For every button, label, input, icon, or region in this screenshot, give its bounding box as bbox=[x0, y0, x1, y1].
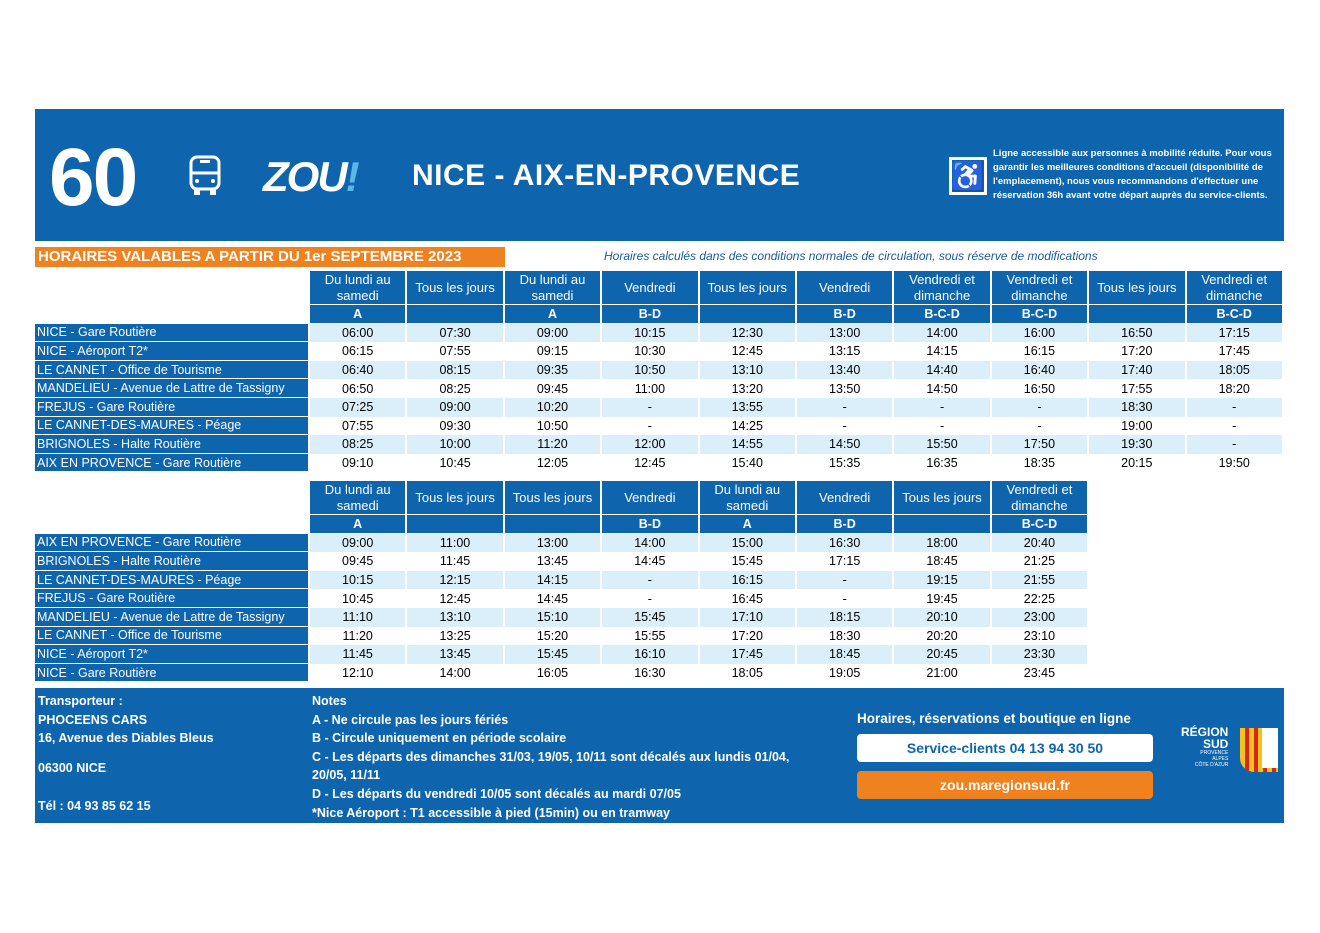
column-days: Tous les jours bbox=[407, 271, 502, 305]
note: *Nice Aéroport : T1 accessible à pied (15min) ou en tramway bbox=[312, 805, 670, 820]
column-code: A bbox=[505, 305, 600, 324]
departure-time: 16:30 bbox=[634, 666, 666, 681]
stop-name: NICE - Gare Routière bbox=[35, 664, 308, 683]
departure-time: 23:30 bbox=[992, 645, 1087, 664]
departure-time: 06:15 bbox=[342, 344, 374, 359]
carrier-info bbox=[38, 692, 214, 816]
departure-time: 19:30 bbox=[1089, 435, 1184, 454]
bus-icon bbox=[185, 153, 225, 197]
table-row bbox=[35, 664, 1087, 683]
departure-time: 13:55 bbox=[700, 398, 795, 417]
column-code: B-D bbox=[602, 305, 697, 324]
header-codes-row bbox=[35, 305, 1282, 324]
departure-time: 12:30 bbox=[700, 324, 795, 343]
departure-time: 23:10 bbox=[1023, 628, 1056, 643]
departure-time: 15:45 bbox=[731, 554, 763, 569]
departure-time: 09:30 bbox=[439, 418, 471, 433]
departure-time: 13:45 bbox=[536, 554, 569, 569]
departure-time: 14:55 bbox=[700, 435, 795, 454]
stop-name: NICE - Aéroport T2* bbox=[35, 645, 308, 664]
carrier-city: 06300 NICE bbox=[38, 760, 107, 775]
departure-time: 17:15 bbox=[1187, 324, 1282, 343]
departure-time: 14:45 bbox=[634, 554, 666, 569]
departure-time: 16:05 bbox=[536, 666, 569, 681]
departure-time: 14:00 bbox=[602, 534, 697, 553]
column-days: Vendredi et dimanche bbox=[1187, 271, 1282, 305]
departure-time: 13:20 bbox=[731, 381, 763, 396]
column-code: B-C-D bbox=[992, 515, 1087, 534]
line-number: 60 bbox=[49, 132, 137, 223]
departure-time: - bbox=[647, 418, 652, 433]
departure-time: 16:30 bbox=[797, 534, 892, 553]
column-days: Vendredi bbox=[602, 271, 697, 305]
departure-time: 08:25 bbox=[439, 381, 471, 396]
departure-time: 08:15 bbox=[407, 361, 502, 380]
table-row bbox=[35, 398, 1282, 417]
departure-time: 07:55 bbox=[342, 418, 374, 433]
departure-time: 08:25 bbox=[310, 435, 405, 454]
timetable-nice-aix bbox=[33, 271, 1284, 472]
table-row bbox=[35, 571, 1087, 590]
stop-name: LE CANNET-DES-MAURES - Péage bbox=[35, 417, 308, 436]
departure-time: 06:50 bbox=[342, 381, 374, 396]
departure-time: 22:25 bbox=[1023, 591, 1056, 606]
note: A - Ne circule pas les jours fériés bbox=[312, 712, 509, 727]
column-code: A bbox=[700, 515, 795, 534]
departure-time: 11:45 bbox=[310, 645, 405, 664]
stop-name: BRIGNOLES - Halte Routière bbox=[35, 435, 308, 454]
table-row bbox=[35, 435, 1282, 454]
departure-time: 13:00 bbox=[505, 534, 600, 553]
departure-time: 18:30 bbox=[829, 628, 861, 643]
header-days-row bbox=[35, 271, 1282, 305]
departure-time: 14:50 bbox=[797, 435, 892, 454]
stop-name: FREJUS - Gare Routière bbox=[35, 398, 308, 417]
stop-name: LE CANNET - Office de Tourisme bbox=[35, 361, 308, 380]
column-days: Du lundi au samedi bbox=[505, 271, 600, 305]
column-code: B-C-D bbox=[1187, 305, 1282, 324]
departure-time: 11:00 bbox=[407, 534, 502, 553]
column-code: B-C-D bbox=[992, 305, 1087, 324]
accessibility-note: Ligne accessible aux personnes à mobilité réduite. Pour vous garantir les meilleures conditions d'accueil (disponibilité de l'emplacement), nous vous recommandons d'effectuer une réservation 36h avant votre départ auprès du service-clients. bbox=[993, 148, 1272, 201]
column-code bbox=[1089, 305, 1184, 324]
validity-banner: HORAIRES VALABLES A PARTIR DU 1er SEPTEMBRE 2023 bbox=[35, 247, 505, 267]
column-code: B-D bbox=[797, 515, 892, 534]
column-code: B-D bbox=[602, 515, 697, 534]
column-days: Vendredi bbox=[797, 481, 892, 515]
column-days: Tous les jours bbox=[407, 481, 502, 515]
departure-time: 20:20 bbox=[926, 628, 958, 643]
departure-time: 09:35 bbox=[505, 361, 600, 380]
departure-time: 10:50 bbox=[536, 418, 569, 433]
column-code bbox=[700, 305, 795, 324]
column-days: Tous les jours bbox=[1089, 271, 1184, 305]
column-code: B-D bbox=[797, 305, 892, 324]
departure-time: 20:15 bbox=[1121, 456, 1153, 471]
stop-name: NICE - Aéroport T2* bbox=[35, 342, 308, 361]
departure-time: 19:00 bbox=[1121, 418, 1153, 433]
departure-time: - bbox=[1187, 398, 1282, 417]
departure-time: 17:20 bbox=[731, 628, 763, 643]
departure-time: 12:10 bbox=[342, 666, 374, 681]
departure-time: 17:40 bbox=[1089, 361, 1184, 380]
departure-time: - bbox=[842, 418, 847, 433]
departure-time: 15:50 bbox=[894, 435, 989, 454]
departure-time: 09:00 bbox=[505, 324, 600, 343]
departure-time: 12:05 bbox=[536, 456, 569, 471]
departure-time: 10:15 bbox=[602, 324, 697, 343]
stop-name: MANDELIEU - Avenue de Lattre de Tassigny bbox=[35, 379, 308, 398]
departure-time: 18:05 bbox=[731, 666, 763, 681]
departure-time: 17:50 bbox=[992, 435, 1087, 454]
departure-time: 07:55 bbox=[439, 344, 471, 359]
departure-time: - bbox=[797, 571, 892, 590]
departure-time: 17:15 bbox=[829, 554, 861, 569]
stop-name: BRIGNOLES - Halte Routière bbox=[35, 552, 308, 571]
departure-time: 16:35 bbox=[926, 456, 958, 471]
departure-time: 13:40 bbox=[797, 361, 892, 380]
column-days: Vendredi et dimanche bbox=[992, 271, 1087, 305]
departure-time: 15:55 bbox=[634, 628, 666, 643]
departure-time: 13:15 bbox=[829, 344, 861, 359]
table-row bbox=[35, 552, 1087, 571]
column-days: Vendredi bbox=[797, 271, 892, 305]
carrier-address: 16, Avenue des Diables Bleus bbox=[38, 731, 214, 746]
departure-time: 20:45 bbox=[894, 645, 989, 664]
table-row bbox=[35, 454, 1282, 473]
departure-time: 19:45 bbox=[926, 591, 958, 606]
carrier-label: Transporteur : bbox=[38, 694, 123, 708]
column-days: Du lundi au samedi bbox=[310, 271, 405, 305]
departure-time: 18:45 bbox=[797, 645, 892, 664]
departure-time: 06:40 bbox=[310, 361, 405, 380]
departure-time: 18:35 bbox=[1023, 456, 1056, 471]
column-days: Vendredi et dimanche bbox=[894, 271, 989, 305]
table-row bbox=[35, 379, 1282, 398]
stop-name: MANDELIEU - Avenue de Lattre de Tassigny bbox=[35, 608, 308, 627]
stop-name: AIX EN PROVENCE - Gare Routière bbox=[35, 454, 308, 473]
departure-time: 18:20 bbox=[1218, 381, 1250, 396]
departure-time: 19:50 bbox=[1218, 456, 1250, 471]
departure-time: 13:10 bbox=[407, 608, 502, 627]
departure-time: 07:30 bbox=[407, 324, 502, 343]
online-title: Horaires, réservations et boutique en ligne bbox=[857, 711, 1131, 726]
table-row bbox=[35, 324, 1282, 343]
departure-time: 21:25 bbox=[1023, 554, 1056, 569]
disclaimer: Horaires calculés dans des conditions normales de circulation, sous réserve de modifications bbox=[604, 249, 1098, 263]
departure-time: 14:45 bbox=[536, 591, 569, 606]
notes-label: Notes bbox=[312, 694, 347, 708]
departure-time: 19:05 bbox=[829, 666, 861, 681]
departure-time: 10:15 bbox=[310, 571, 405, 590]
departure-time: 17:55 bbox=[1121, 381, 1153, 396]
departure-time: 12:15 bbox=[407, 571, 502, 590]
departure-time: 10:20 bbox=[505, 398, 600, 417]
note: B - Circule uniquement en période scolaire bbox=[312, 731, 567, 746]
stop-name: LE CANNET-DES-MAURES - Péage bbox=[35, 571, 308, 590]
carrier-phone: Tél : 04 93 85 62 15 bbox=[38, 799, 151, 814]
departure-time: 10:50 bbox=[602, 361, 697, 380]
header-days-row bbox=[35, 481, 1087, 515]
departure-time: 18:45 bbox=[926, 554, 958, 569]
footer bbox=[35, 688, 1284, 823]
departure-time: - bbox=[1187, 435, 1282, 454]
departure-time: 23:00 bbox=[992, 608, 1087, 627]
departure-time: 14:50 bbox=[926, 381, 958, 396]
departure-time: - bbox=[1232, 418, 1237, 433]
departure-time: 12:45 bbox=[634, 456, 666, 471]
note: D - Les départs du vendredi 10/05 sont décalés au mardi 07/05 bbox=[312, 786, 681, 801]
header-codes-row bbox=[35, 515, 1087, 534]
departure-time: 10:45 bbox=[439, 456, 471, 471]
departure-time: 09:15 bbox=[536, 344, 569, 359]
stop-name: LE CANNET - Office de Tourisme bbox=[35, 627, 308, 646]
column-code bbox=[894, 515, 989, 534]
carrier-name: PHOCEENS CARS bbox=[38, 712, 148, 727]
column-code bbox=[505, 515, 600, 534]
departure-time: 16:15 bbox=[700, 571, 795, 590]
departure-time: 15:35 bbox=[829, 456, 861, 471]
departure-time: 21:00 bbox=[926, 666, 958, 681]
service-clients-button[interactable]: Service-clients 04 13 94 30 50 bbox=[857, 734, 1153, 762]
departure-time: 12:00 bbox=[602, 435, 697, 454]
region-sud-logo: RÉGION SUD PROVENCE ALPES CÔTE D'AZUR bbox=[1181, 725, 1229, 768]
departure-time: 11:20 bbox=[505, 435, 600, 454]
region-flag-icon bbox=[1240, 728, 1278, 772]
departure-time: 18:05 bbox=[1187, 361, 1282, 380]
departure-time: 09:00 bbox=[407, 398, 502, 417]
departure-time: - bbox=[602, 398, 697, 417]
departure-time: 20:10 bbox=[894, 608, 989, 627]
departure-time: 23:45 bbox=[1023, 666, 1056, 681]
departure-time: 10:45 bbox=[342, 591, 374, 606]
table-row bbox=[35, 589, 1087, 608]
column-days: Du lundi au samedi bbox=[310, 481, 405, 515]
stop-name: NICE - Gare Routière bbox=[35, 324, 308, 343]
departure-time: 15:10 bbox=[505, 608, 600, 627]
zou-logo: ZOU! bbox=[263, 153, 358, 200]
departure-time: 17:10 bbox=[700, 608, 795, 627]
departure-time: 14:00 bbox=[894, 324, 989, 343]
column-code: B-C-D bbox=[894, 305, 989, 324]
stop-name: AIX EN PROVENCE - Gare Routière bbox=[35, 534, 308, 553]
departure-time: 17:45 bbox=[1218, 344, 1250, 359]
departure-time: 11:00 bbox=[634, 381, 666, 396]
header-banner bbox=[35, 109, 1284, 241]
departure-time: 14:00 bbox=[439, 666, 471, 681]
departure-time: 17:45 bbox=[700, 645, 795, 664]
route-title: NICE - AIX-EN-PROVENCE bbox=[412, 159, 801, 192]
departure-time: 20:40 bbox=[992, 534, 1087, 553]
column-code bbox=[407, 305, 502, 324]
departure-time: 10:00 bbox=[407, 435, 502, 454]
note: C - Les départs des dimanches 31/03, 19/05, 10/11 sont décalés aux lundis 01/04, 20/05, 11/11 bbox=[312, 749, 790, 783]
column-days: Vendredi bbox=[602, 481, 697, 515]
departure-time: 16:50 bbox=[1023, 381, 1056, 396]
departure-time: 09:00 bbox=[310, 534, 405, 553]
departure-time: 16:50 bbox=[1089, 324, 1184, 343]
column-code: A bbox=[310, 305, 405, 324]
departure-time: 11:10 bbox=[310, 608, 405, 627]
departure-time: 11:45 bbox=[439, 554, 471, 569]
departure-time: 18:15 bbox=[797, 608, 892, 627]
departure-time: 13:45 bbox=[407, 645, 502, 664]
departure-time: 18:00 bbox=[894, 534, 989, 553]
departure-time: 21:55 bbox=[992, 571, 1087, 590]
departure-time: 13:25 bbox=[439, 628, 471, 643]
table-row bbox=[35, 417, 1282, 436]
departure-time: - bbox=[797, 398, 892, 417]
departure-time: 09:45 bbox=[536, 381, 569, 396]
departure-time: 13:50 bbox=[829, 381, 861, 396]
departure-time: 14:15 bbox=[926, 344, 958, 359]
departure-time: 11:20 bbox=[342, 628, 373, 643]
departure-time: 16:45 bbox=[731, 591, 763, 606]
departure-time: - bbox=[894, 398, 989, 417]
departure-time: 19:15 bbox=[894, 571, 989, 590]
website-link[interactable]: zou.maregionsud.fr bbox=[857, 771, 1153, 799]
departure-time: - bbox=[939, 418, 945, 433]
column-days: Tous les jours bbox=[505, 481, 600, 515]
departure-time: - bbox=[842, 591, 847, 606]
table-row bbox=[35, 534, 1087, 553]
departure-time: 15:45 bbox=[505, 645, 600, 664]
departure-time: 09:45 bbox=[342, 554, 374, 569]
departure-time: - bbox=[992, 398, 1087, 417]
departure-time: 18:30 bbox=[1089, 398, 1184, 417]
column-days: Tous les jours bbox=[894, 481, 989, 515]
table-row bbox=[35, 608, 1087, 627]
column-code: A bbox=[310, 515, 405, 534]
departure-time: 12:45 bbox=[439, 591, 471, 606]
table-row bbox=[35, 342, 1282, 361]
table-row bbox=[35, 645, 1087, 664]
departure-time: 13:00 bbox=[797, 324, 892, 343]
wheelchair-icon: ♿ bbox=[949, 157, 987, 195]
departure-time: 10:30 bbox=[634, 344, 666, 359]
departure-time: 14:25 bbox=[731, 418, 763, 433]
column-code bbox=[407, 515, 502, 534]
stop-name: FREJUS - Gare Routière bbox=[35, 589, 308, 608]
departure-time: 13:10 bbox=[700, 361, 795, 380]
departure-time: 15:40 bbox=[731, 456, 763, 471]
timetable-aix-nice bbox=[33, 481, 1089, 682]
departure-time: 16:10 bbox=[602, 645, 697, 664]
departure-time: 12:45 bbox=[731, 344, 763, 359]
departure-time: 07:25 bbox=[310, 398, 405, 417]
column-days: Vendredi et dimanche bbox=[992, 481, 1087, 515]
departure-time: 16:15 bbox=[1023, 344, 1056, 359]
table-row bbox=[35, 361, 1282, 380]
departure-time: 09:10 bbox=[342, 456, 374, 471]
departure-time: 14:15 bbox=[505, 571, 600, 590]
departure-time: 14:40 bbox=[894, 361, 989, 380]
departure-time: - bbox=[602, 571, 697, 590]
departure-time: 15:20 bbox=[536, 628, 569, 643]
notes bbox=[312, 692, 812, 822]
column-days: Tous les jours bbox=[700, 271, 795, 305]
departure-time: 16:00 bbox=[992, 324, 1087, 343]
table-row bbox=[35, 627, 1087, 646]
departure-time: - bbox=[1037, 418, 1042, 433]
departure-time: 06:00 bbox=[310, 324, 405, 343]
departure-time: 16:40 bbox=[992, 361, 1087, 380]
departure-time: 17:20 bbox=[1121, 344, 1153, 359]
column-days: Du lundi au samedi bbox=[700, 481, 795, 515]
departure-time: - bbox=[647, 591, 652, 606]
departure-time: 15:00 bbox=[700, 534, 795, 553]
departure-time: 15:45 bbox=[602, 608, 697, 627]
